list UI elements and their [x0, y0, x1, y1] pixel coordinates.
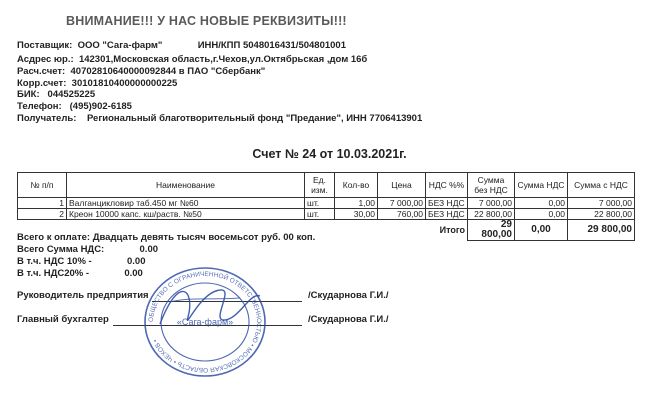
row-vat-sum: 0,00 [515, 209, 568, 220]
account-value: 40702810640000092844 в ПАО "Сбербанк" [70, 66, 266, 77]
header-unit-line2: изм. [311, 185, 328, 195]
corr-value: 30101810400000000225 [71, 78, 178, 89]
table-header-row [18, 173, 635, 198]
header-name: Наименование [67, 173, 305, 198]
address-value: 142301,Московская область,г.Чехов,ул.Октябрьская ,дом 16б [78, 54, 368, 65]
header-unit [305, 173, 335, 198]
row-name: Валганцикловир таб.450 мг №60 [67, 198, 305, 209]
row-qty: 1,00 [335, 198, 378, 209]
invoice-title: Счет № 24 от 10.03.2021г. [252, 147, 407, 161]
total-label: Итого [439, 225, 465, 236]
row-unit: шт. [305, 198, 335, 209]
header-sum-vat: Сумма с НДС [568, 173, 635, 198]
phone-value: (495)902-6185 [69, 101, 132, 112]
to-pay-text: Всего к оплате: Двадцать девять тысяч восемьсот руб. 00 коп. [17, 232, 316, 243]
row-price: 7 000,00 [378, 198, 426, 209]
bik-line [17, 89, 95, 100]
director-name: /Скударнова Г.И./ [308, 290, 389, 301]
phone-label: Телефон: [17, 101, 62, 112]
total-sum-vat: 29 800,00 [568, 220, 635, 241]
header-price: Цена [378, 173, 426, 198]
row-price: 760,00 [378, 209, 426, 220]
director-label: Руководитель предприятия [17, 290, 149, 301]
account-line [17, 66, 265, 77]
accountant-label: Главный бухгалтер [17, 314, 109, 325]
header-sum-novat-line2: без НДС [474, 185, 508, 195]
accountant-name: /Скударнова Г.И./ [308, 314, 389, 325]
row-qty: 30,00 [335, 209, 378, 220]
supplier-value: ООО "Сага-фарм" [77, 40, 163, 51]
row-vat-pct: БЕЗ НДС [426, 198, 468, 209]
header-qty: Кол-во [335, 173, 378, 198]
vat-total-line [17, 244, 158, 255]
row-sum-vat: 22 800,00 [568, 209, 635, 220]
items-table [17, 172, 635, 241]
total-sum-novat: 29 800,00 [468, 220, 515, 241]
header-num: № п/п [18, 173, 67, 198]
vat20-label: В т.ч. НДС20% - [17, 268, 90, 279]
bik-label: БИК: [17, 89, 40, 100]
corr-label: Корр.счет: [17, 78, 67, 89]
supplier-label: Поставщик: [17, 40, 73, 51]
recipient-label: Получатель: [17, 113, 77, 124]
recipient-line [17, 113, 422, 124]
row-vat-sum: 0,00 [515, 198, 568, 209]
row-num: 2 [18, 209, 67, 220]
row-name: Креон 10000 капс. кш/раств. №50 [67, 209, 305, 220]
notice-heading: ВНИМАНИЕ!!! У НАС НОВЫЕ РЕКВИЗИТЫ!!! [66, 14, 347, 28]
row-sum-novat: 22 800,00 [468, 209, 515, 220]
vat-total-value: 0.00 [139, 244, 159, 255]
address-line [17, 54, 367, 65]
supplier-line [17, 40, 346, 51]
vat10-label: В т.ч. НДС 10% - [17, 256, 92, 267]
row-unit: шт. [305, 209, 335, 220]
row-vat-pct: БЕЗ НДС [426, 209, 468, 220]
header-sum-novat [468, 173, 515, 198]
table-row [18, 198, 635, 209]
vat10-value: 0.00 [126, 256, 146, 267]
header-vat-pct: НДС %% [426, 173, 468, 198]
company-stamp [140, 262, 270, 382]
account-label: Расч.счет: [17, 66, 66, 77]
signature-stroke [170, 298, 240, 302]
stamp-center-text: «Сага-фарм» [176, 317, 234, 327]
header-unit-line1: Ед. [313, 175, 326, 185]
recipient-value: Региональный благотворительный фонд "Предание", ИНН 7706413901 [86, 113, 423, 124]
total-vat-sum: 0,00 [515, 220, 568, 241]
phone-line [17, 101, 132, 112]
bik-value: 044525225 [47, 89, 96, 100]
vat10-line [17, 256, 145, 267]
row-num: 1 [18, 198, 67, 209]
header-vat-sum: Сумма НДС [515, 173, 568, 198]
table-row [18, 209, 635, 220]
vat-total-label: Всего Сумма НДС: [17, 244, 105, 255]
header-sum-novat-line1: Сумма [477, 175, 505, 185]
stamp-ring-text: ОБЩЕСТВО С ОГРАНИЧЕННОЙ ОТВЕТСТВЕННОСТЬЮ • МОСКОВСКАЯ ОБЛАСТЬ • ЧЕХОВ • [147, 270, 263, 374]
row-sum-vat: 7 000,00 [568, 198, 635, 209]
vat20-value: 0.00 [124, 268, 143, 279]
row-sum-novat: 7 000,00 [468, 198, 515, 209]
inn-kpp: ИНН/КПП 5048016431/504801001 [197, 40, 346, 51]
vat20-line [17, 268, 143, 279]
corr-line [17, 78, 177, 89]
address-label: Асдрес юр.: [17, 54, 74, 65]
